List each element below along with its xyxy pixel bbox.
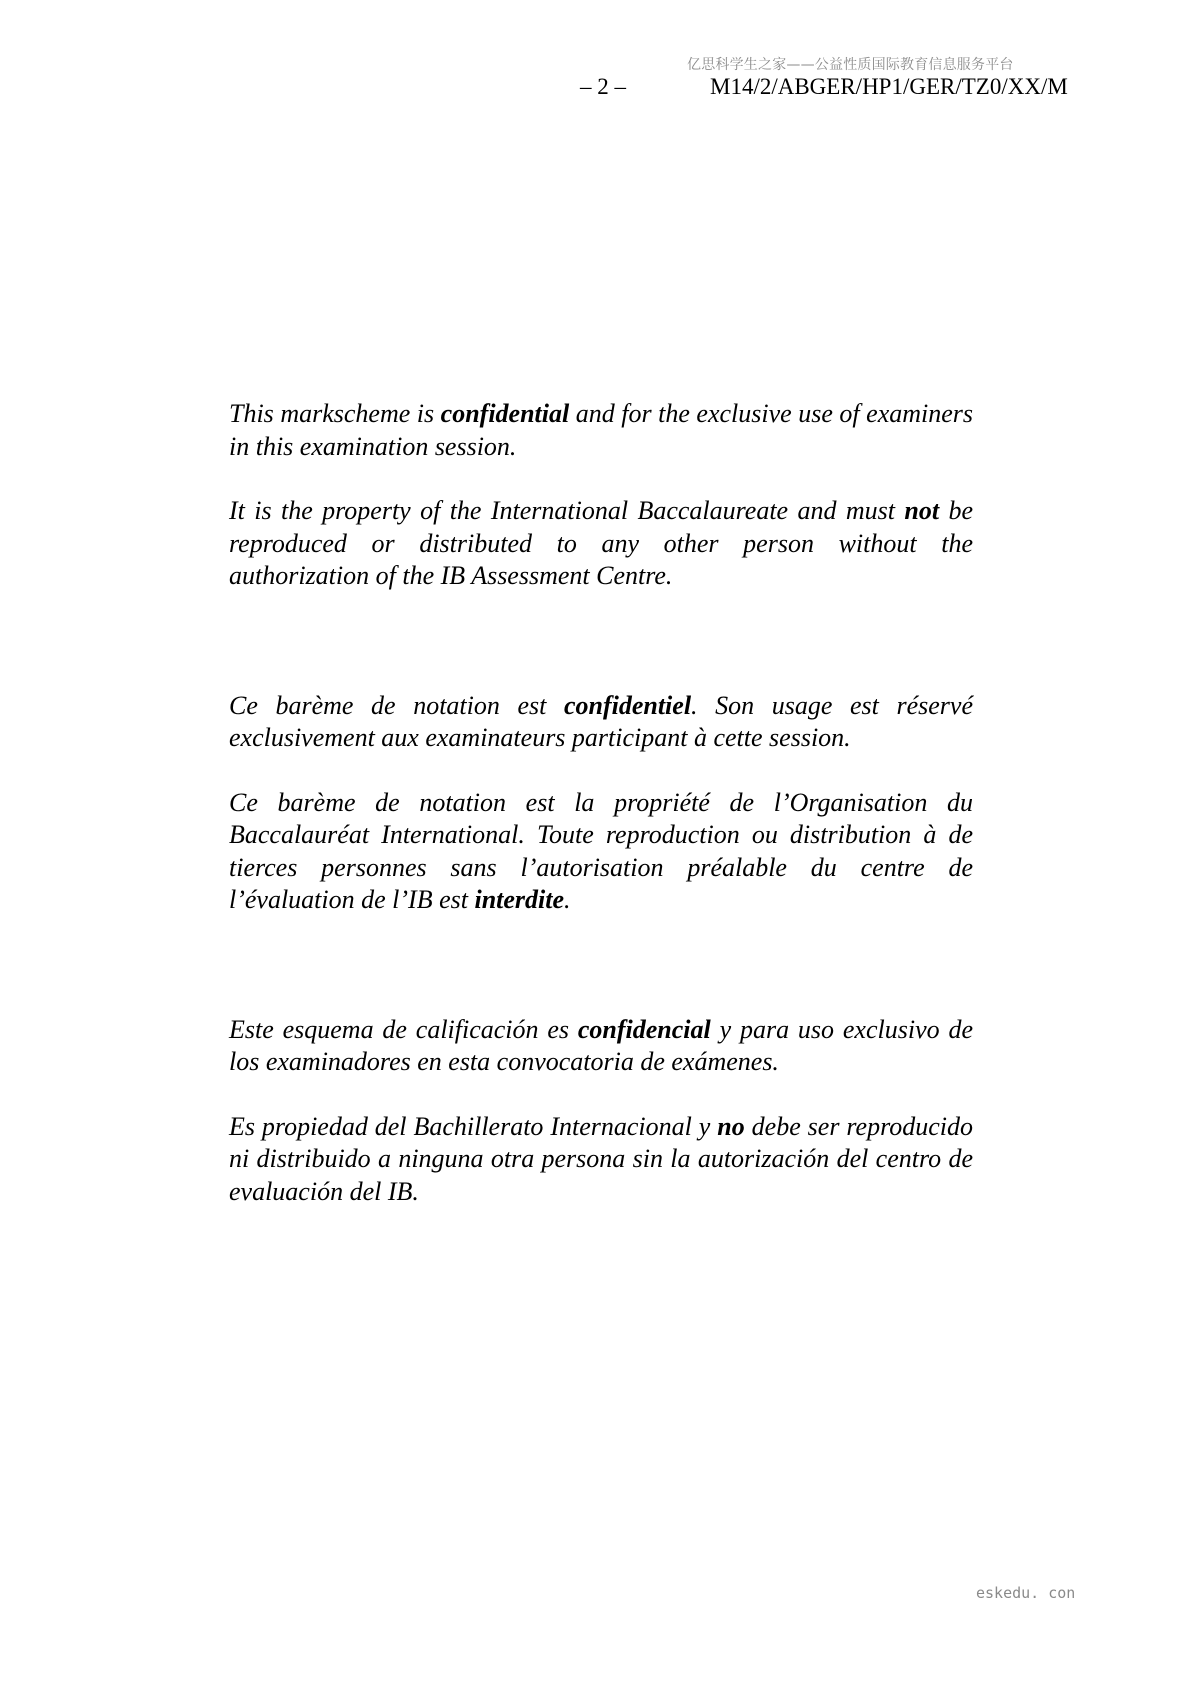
spanish-paragraph-1: Este esquema de calificación es confidencial y para uso exclusivo de los examinadores en esta convocatoria de exámenes. bbox=[229, 1014, 973, 1076]
document-code: M14/2/ABGER/HP1/GER/TZ0/XX/M bbox=[710, 74, 1068, 99]
emphasis-confidencial: confidencial bbox=[577, 1014, 711, 1044]
confidentiality-notices bbox=[229, 398, 973, 1208]
emphasis-not: not bbox=[904, 496, 940, 525]
page-number: – 2 – bbox=[580, 74, 626, 99]
french-paragraph-2: Ce barème de notation est la propriété de l’Organisation du Baccalauréat International. Toute reproduction ou distribution à de tierces personnes sans l’autorisation préalable du centre de l’évaluation de l’IB est interdite. bbox=[229, 787, 973, 914]
english-notice bbox=[229, 398, 973, 593]
english-paragraph-1: This markscheme is confidential and for the exclusive use of examiners in this examination session. bbox=[229, 399, 974, 461]
french-notice bbox=[229, 690, 973, 917]
emphasis-confidential: confidential bbox=[440, 399, 570, 428]
emphasis-confidentiel: confidentiel bbox=[563, 690, 692, 720]
english-paragraph-2: It is the property of the International Baccalaureate and must not be reproduced or distributed to any other person without the authorization of the IB Assessment Centre. bbox=[229, 496, 973, 590]
emphasis-no: no bbox=[717, 1111, 745, 1141]
watermark-top: 亿思科学生之家——公益性质国际教育信息服务平台 bbox=[687, 57, 1014, 73]
spanish-notice bbox=[229, 1014, 973, 1209]
french-paragraph-1: Ce barème de notation est confidentiel. Son usage est réservé exclusivement aux examinateurs participant à cette session. bbox=[229, 690, 973, 752]
emphasis-interdite: interdite bbox=[474, 885, 565, 914]
watermark-bottom: eskedu. con bbox=[976, 1584, 1076, 1602]
spanish-paragraph-2: Es propiedad del Bachillerato Internacional y no debe ser reproducido ni distribuido a ninguna otra persona sin la autorización del centro de evaluación del IB. bbox=[229, 1111, 973, 1206]
